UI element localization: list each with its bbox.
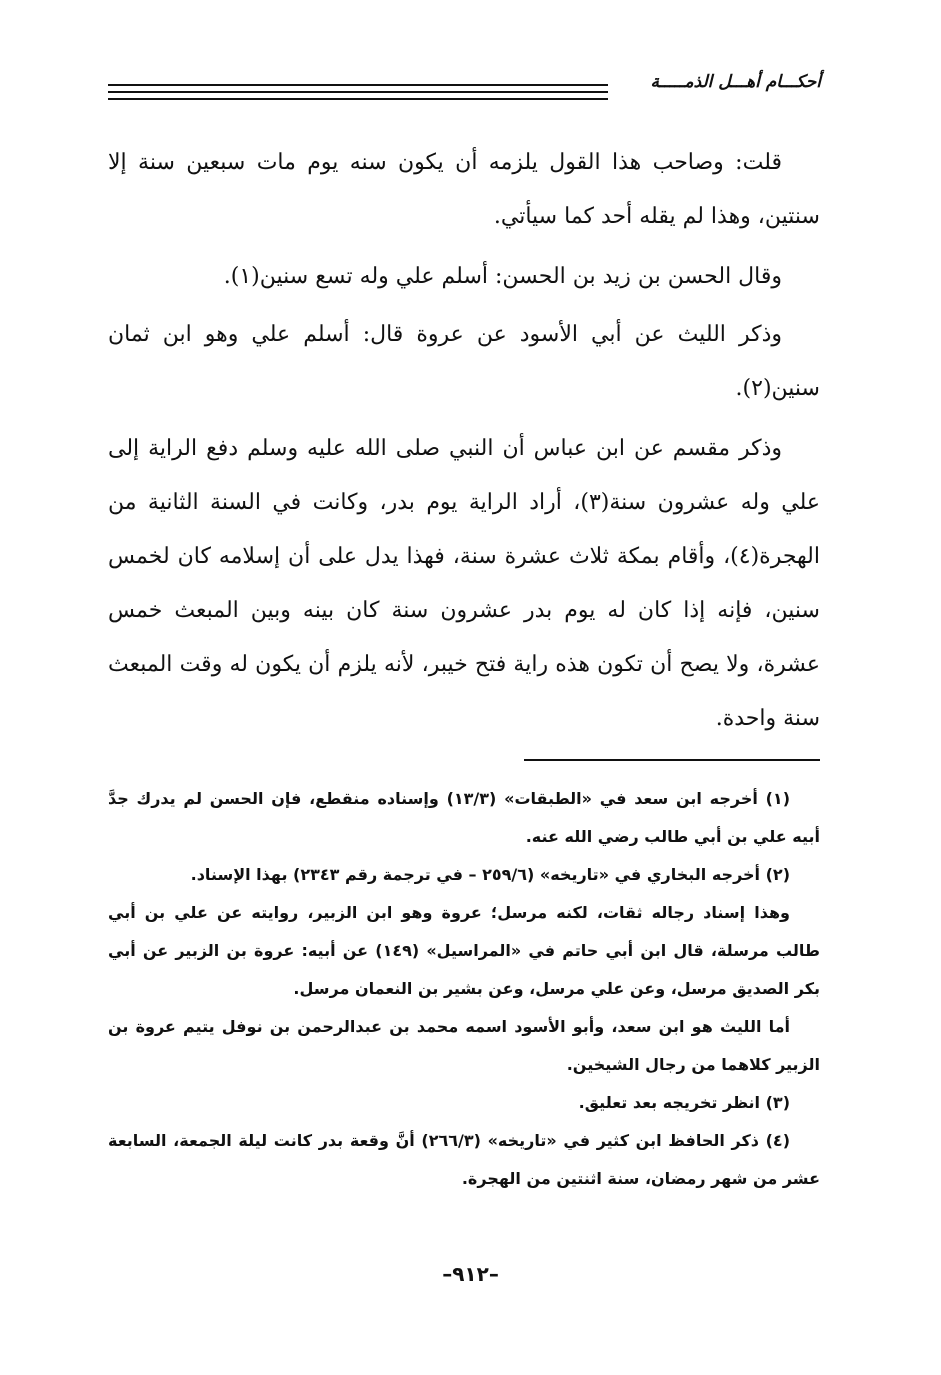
footnote: (٤) ذكر الحافظ ابن كثير في «تاريخه» (٢٦٦/٣) أنَّ وقعة بدر كانت ليلة الجمعة، السابعة عشر من شهر رمضان، سنة اثنتين من الهجرة. (108, 1131, 820, 1188)
main-text (108, 136, 820, 752)
footnote: (١) أخرجه ابن سعد في «الطبقات» (١٣/٣) وإسناده منقطع، فإن الحسن لم يدرك جدَّ أبيه علي بن أبي طالب رضي الله عنه. (108, 789, 820, 846)
footnote-separator (524, 759, 820, 761)
footnote: أما الليث هو ابن سعد، وأبو الأسود اسمه محمد بن عبدالرحمن بن نوفل يتيم عروة بن الزبير كلاهما من رجال الشيخين. (108, 1017, 820, 1074)
footnote: (٣) انظر تخريجه بعد تعليق. (578, 1093, 790, 1112)
page-number: –٩١٢– (442, 1262, 499, 1286)
header-rule (108, 84, 608, 86)
paragraph: وذكر مقسم عن ابن عباس أن النبي صلى الله عليه وسلم دفع الراية إلى علي وله عشرون سنة(٣)، أراد الراية يوم بدر، وكانت في السنة الثانية من الهجرة(٤)، وأقام بمكة ثلاث عشرة سنة، فهذا يدل على أن إسلامه كان لخمس سنين، فإنه إذا كان له يوم بدر عشرون سنة كان بينه وبين المبعث خمس عشرة، ولا يصح أن تكون هذه راية فتح خيبر، لأنه يلزم أن يكون له وقت المبعث سنة واحدة. (108, 436, 820, 731)
footnotes (108, 780, 820, 1198)
paragraph: وقال الحسن بن زيد بن الحسن: أسلم علي وله تسع سنين(١). (223, 264, 782, 289)
paragraph: وذكر الليث عن أبي الأسود عن عروة قال: أسلم علي وهو ابن ثمان سنين(٢). (108, 322, 820, 401)
running-header: أحكـــام أهـــل الذمـــــة (650, 72, 821, 92)
footnote: وهذا إسناد رجاله ثقات، لكنه مرسل؛ عروة وهو ابن الزبير، روايته عن علي بن أبي طالب مرسلة، قال ابن أبي حاتم في «المراسيل» (١٤٩) عن أبيه: عروة بن الزبير عن أبي بكر الصديق مرسل، وعن علي مرسل، وعن بشير بن النعمان مرسل. (108, 903, 821, 998)
header-rule (108, 91, 608, 93)
paragraph: قلت: وصاحب هذا القول يلزمه أن يكون سنه يوم مات سبعين سنة إلا سنتين، وهذا لم يقله أحد كما سيأتي. (108, 150, 820, 229)
footnote: (٢) أخرجه البخاري في «تاريخه» (٢٥٩/٦ – في ترجمة رقم ٢٣٤٣) بهذا الإسناد. (190, 865, 790, 884)
header-rule (108, 98, 608, 100)
